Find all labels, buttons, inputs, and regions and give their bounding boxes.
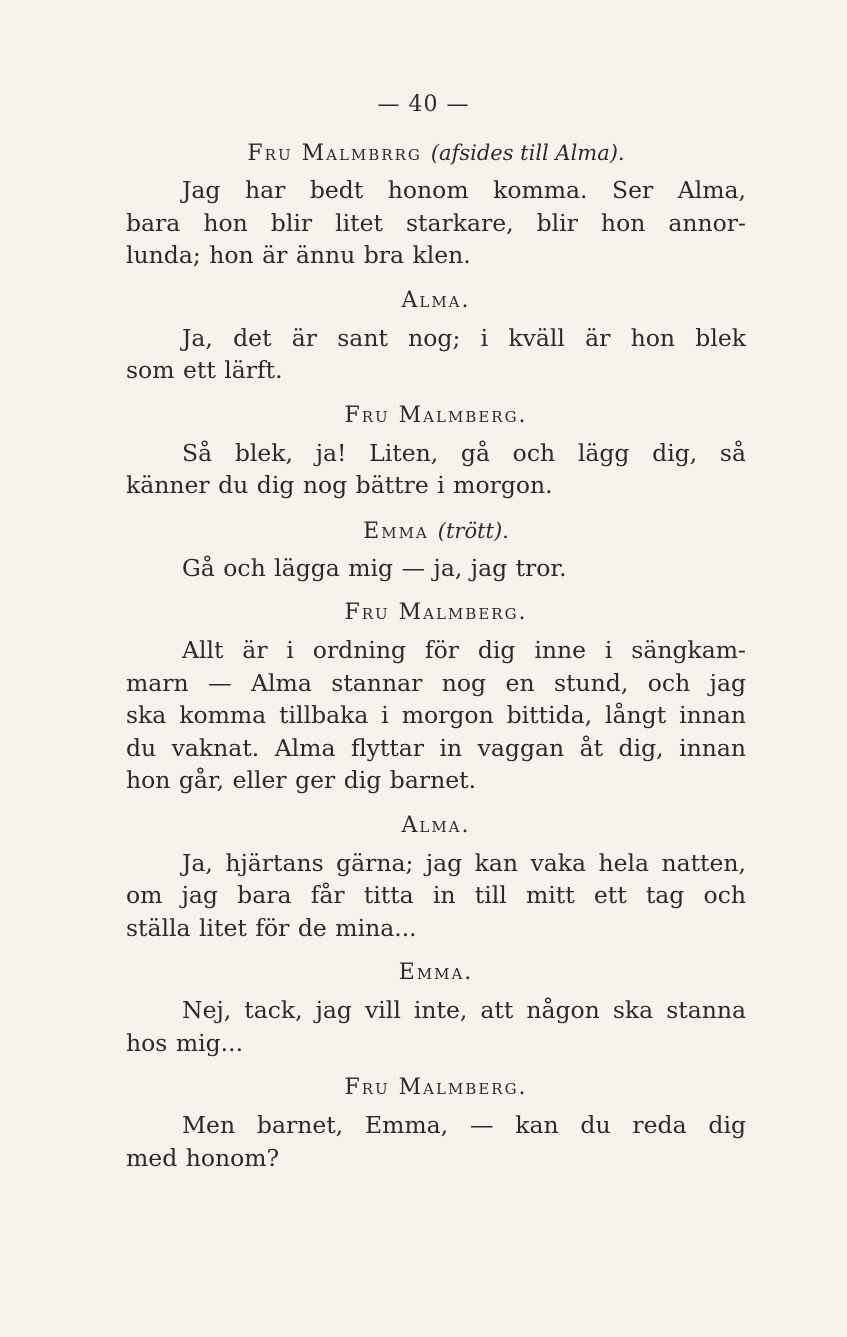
stage-direction: (afsides till Alma).: [430, 141, 625, 165]
speech-line: Så blek, ja! Liten, gå och lägg dig, så: [182, 438, 746, 467]
speaker-name: [126, 956, 746, 990]
stage-direction: (trött).: [437, 518, 509, 543]
speech-line: hon går, eller ger dig barnet.: [126, 766, 477, 794]
speaker-label: Emma: [363, 518, 429, 544]
speech-line: Gå och lägga mig — ja, jag tror.: [182, 553, 567, 582]
play-text: [126, 136, 746, 1186]
dialogue-block: [126, 514, 746, 597]
speaker-name: [126, 284, 746, 318]
speaker-name: [126, 596, 746, 630]
speaker-name: [126, 399, 746, 433]
speech-line: ska komma tillbaka i morgon bittida, långt innan: [126, 701, 746, 729]
speaker-label: Fru Malmberg.: [344, 1075, 528, 1100]
speaker-name: [126, 514, 746, 548]
speaker-name: [126, 136, 746, 170]
speech-line: som ett lärft.: [126, 356, 283, 384]
speaker-label: Alma.: [401, 812, 471, 838]
speech-line: ställa litet för de mina...: [126, 913, 417, 942]
speech-line: Allt är i ordning för dig inne i sängkam-: [182, 636, 746, 664]
page-number: — 40 —: [377, 92, 470, 117]
speaker-label: Emma.: [398, 960, 474, 985]
speech-line: Ja, det är sant nog; i kväll är hon blek: [182, 323, 746, 352]
dialogue-block: [126, 596, 746, 809]
speech-line: Jag har bedt honom komma. Ser Alma,: [182, 176, 746, 204]
speech-line: hos mig...: [126, 1028, 244, 1057]
speech-line: Nej, tack, jag vill inte, att någon ska stanna: [182, 996, 746, 1024]
dialogue-block: [126, 284, 746, 399]
speech-line: lunda; hon är ännu bra klen.: [126, 241, 471, 269]
speaker-name: [126, 809, 746, 843]
speaker-name: [126, 1071, 746, 1105]
dialogue-block: [126, 956, 746, 1071]
speech-line: bara hon blir litet starkare, blir hon annor-: [126, 208, 746, 237]
speaker-label: Fru Malmberg.: [344, 600, 528, 625]
dialogue-block: [126, 136, 746, 284]
dialogue-block: [126, 399, 746, 514]
speech-line: om jag bara får titta in till mitt ett tag och: [126, 881, 746, 909]
speech-line: marn — Alma stannar nog en stund, och jag: [126, 668, 746, 697]
speaker-label: Fru Malmbrrg: [247, 141, 422, 166]
speech-line: Ja, hjärtans gärna; jag kan vaka hela natten,: [182, 848, 746, 877]
speech-line: känner du dig nog bättre i morgon.: [126, 471, 553, 499]
dialogue-block: [126, 1071, 746, 1186]
speaker-label: Fru Malmberg.: [344, 402, 528, 428]
speech-line: du vaknat. Alma flyttar in vaggan åt dig, innan: [126, 733, 746, 762]
dialogue-block: [126, 809, 746, 957]
speaker-label: Alma.: [401, 287, 471, 313]
speech-line: med honom?: [126, 1143, 280, 1172]
speech-line: Men barnet, Emma, — kan du reda dig: [182, 1111, 746, 1139]
